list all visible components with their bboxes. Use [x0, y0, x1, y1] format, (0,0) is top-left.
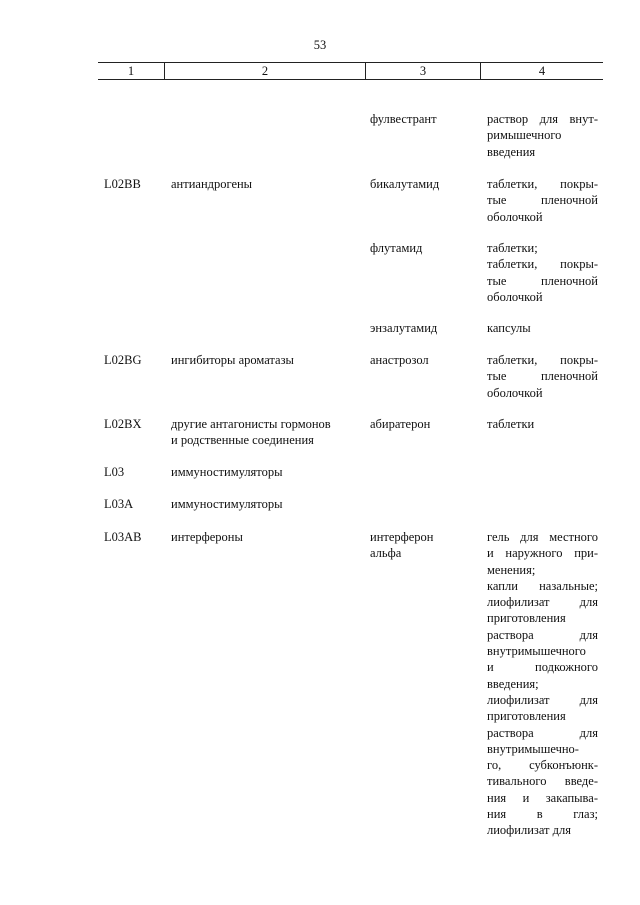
dosage-form-line: и наружного при- [487, 546, 598, 561]
drug-name-line: интерферон [370, 530, 434, 544]
dosage-form-line: введения [487, 144, 536, 159]
dosage-form-line: менения; [487, 562, 536, 577]
header-col-2: 2 [261, 64, 269, 78]
dosage-form-line: таблетки, покры- [487, 353, 598, 367]
dosage-form-line: римышечного [487, 128, 562, 143]
dosage-form [487, 416, 598, 432]
atc-code: L02BB [104, 177, 141, 191]
dosage-form-line: приготовления [487, 709, 566, 724]
atc-group-name-line: антиандрогены [171, 177, 253, 191]
dosage-form-line: лиофилизат для [487, 692, 598, 707]
dosage-form-line: приготовления [487, 611, 566, 626]
dosage-form-line: го, субконъюнк- [487, 758, 598, 773]
dosage-form-line: таблетки; [487, 241, 538, 255]
atc-group-name [171, 176, 252, 192]
dosage-form-line: введения; [487, 676, 539, 691]
atc-code: L03 [104, 465, 125, 479]
drug-name-line: анастрозол [370, 353, 429, 367]
dosage-form [487, 529, 598, 839]
atc-group-name-line: интерфероны [171, 530, 243, 544]
atc-group-name-line: иммуностимуляторы [171, 465, 283, 479]
dosage-form-line: таблетки [487, 417, 535, 431]
drug-name-line: энзалутамид [370, 321, 438, 335]
table-header [98, 62, 603, 80]
dosage-form-line: лиофилизат для [487, 823, 571, 838]
atc-group-name-line: и родственные соединения [171, 433, 314, 448]
dosage-form-line: гель для местного [487, 530, 598, 544]
atc-group-name [171, 464, 283, 480]
dosage-form-line: ния в глаз; [487, 807, 598, 822]
dosage-form-line: таблетки, покры- [487, 177, 598, 191]
drug-name [370, 176, 439, 192]
dosage-form-line: оболочкой [487, 209, 543, 224]
dosage-form-line: тые пленочной [487, 369, 598, 384]
dosage-form-line: тые пленочной [487, 193, 598, 208]
dosage-form-line: раствор для внут- [487, 112, 598, 126]
drug-name-line: альфа [370, 546, 402, 561]
header-col-4: 4 [538, 64, 546, 78]
dosage-form-line: таблетки, покры- [487, 257, 598, 272]
dosage-form [487, 320, 598, 336]
dosage-form-line: капли назальные; [487, 578, 598, 593]
drug-name [370, 529, 433, 562]
header-col-3: 3 [419, 64, 427, 78]
dosage-form [487, 240, 598, 305]
atc-group-name [171, 352, 294, 368]
atc-code: L02BG [104, 353, 142, 367]
atc-group-name-line: другие антагонисты гормонов [171, 417, 331, 431]
drug-name-line: фулвестрант [370, 112, 437, 126]
atc-group-name [171, 416, 331, 449]
drug-name [370, 320, 437, 336]
dosage-form-line: раствора для [487, 725, 598, 740]
dosage-form-line: внутримышечного [487, 644, 586, 659]
atc-code: L02BX [104, 417, 142, 431]
drug-name [370, 416, 430, 432]
page-number: 53 [313, 38, 327, 52]
drug-name-line: бикалутамид [370, 177, 440, 191]
dosage-form [487, 352, 598, 401]
dosage-form-line: тые пленочной [487, 273, 598, 288]
dosage-form-line: тивального введе- [487, 774, 598, 789]
drug-name [370, 111, 437, 127]
drug-name-line: абиратерон [370, 417, 431, 431]
atc-group-name-line: ингибиторы ароматазы [171, 353, 294, 367]
dosage-form-line: внутримышечно- [487, 741, 579, 756]
drug-name [370, 240, 422, 256]
dosage-form-line: лиофилизат для [487, 595, 598, 610]
atc-group-name-line: иммуностимуляторы [171, 497, 283, 511]
drug-name-line: флутамид [370, 241, 423, 255]
dosage-form-line: оболочкой [487, 385, 543, 400]
dosage-form [487, 176, 598, 225]
dosage-form-line: раствора для [487, 627, 598, 642]
header-col-1: 1 [127, 64, 135, 78]
dosage-form [487, 111, 598, 160]
atc-group-name [171, 529, 243, 545]
dosage-form-line: ния и закапыва- [487, 790, 598, 805]
atc-group-name [171, 496, 283, 512]
atc-code: L03AB [104, 530, 142, 544]
dosage-form-line: оболочкой [487, 289, 543, 304]
drug-name [370, 352, 429, 368]
dosage-form-line: и подкожного [487, 660, 598, 675]
dosage-form-line: капсулы [487, 321, 531, 335]
atc-code: L03A [104, 497, 134, 511]
